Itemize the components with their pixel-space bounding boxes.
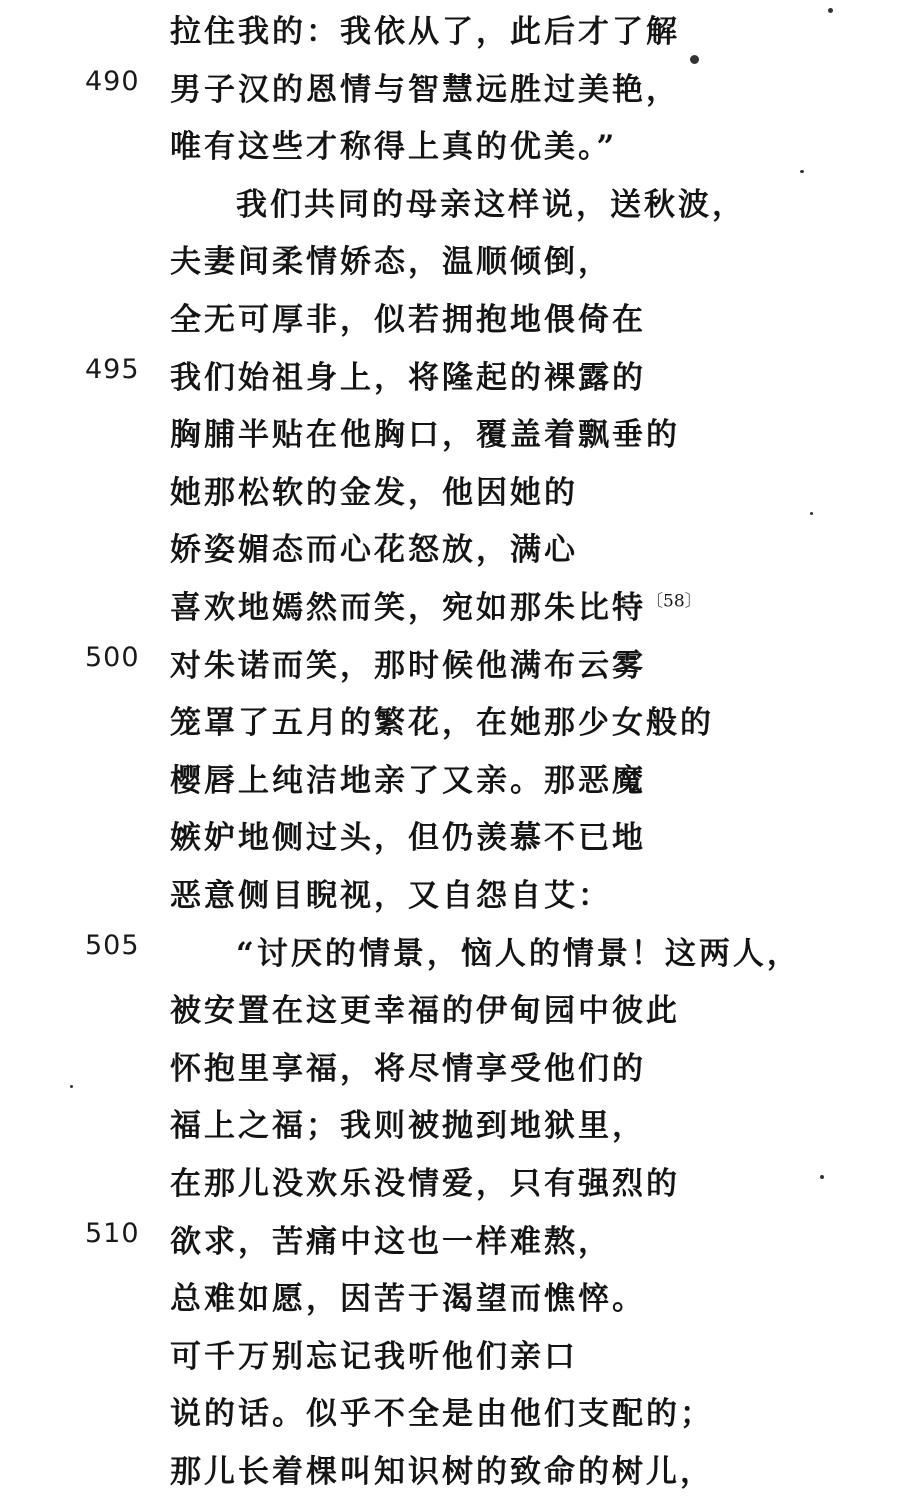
line-text <box>170 1331 578 1376</box>
poem-line <box>0 922 900 979</box>
line-number: 500 <box>85 641 140 673</box>
line-text-content: 胸脯半贴在他胸口，覆盖着飘垂的 <box>170 417 680 454</box>
poem-line <box>0 1325 900 1382</box>
footnote-marker: 〔58〕 <box>646 591 702 612</box>
line-text-content: 娇姿媚态而心花怒放，满心 <box>170 532 578 569</box>
line-text-content: 怀抱里享福，将尽情享受他们的 <box>170 1050 646 1087</box>
line-text-content: 唯有这些才称得上真的优美。” <box>170 129 618 166</box>
line-text <box>170 1273 646 1318</box>
line-text-content: 笼罩了五月的繁花，在她那少女般的 <box>170 705 714 742</box>
line-text <box>170 1043 646 1088</box>
line-text <box>170 582 702 627</box>
line-text-content: 嫉妒地侧过头，但仍羡慕不已地 <box>170 820 646 857</box>
poem-line <box>0 403 900 460</box>
scan-speck <box>70 1085 73 1088</box>
poem-line <box>0 115 900 172</box>
poem-line <box>0 749 900 806</box>
line-number: 495 <box>85 353 140 385</box>
line-text-content: 那儿长着棵叫知识树的致命的树儿， <box>170 1454 714 1490</box>
poem-line <box>0 1210 900 1267</box>
line-text-content: 被安置在这更幸福的伊甸园中彼此 <box>170 993 680 1030</box>
line-text-content: 我们共同的母亲这样说，送秋波， <box>236 186 746 223</box>
line-text <box>170 812 646 857</box>
poem-line <box>0 1094 900 1151</box>
line-text-content: 樱唇上纯洁地亲了又亲。那恶魔 <box>170 762 646 799</box>
line-text-content: 对朱诺而笑，那时候他满布云雾 <box>170 647 646 684</box>
line-number: 510 <box>85 1217 140 1249</box>
scan-speck <box>800 170 804 173</box>
poem-line <box>0 1037 900 1094</box>
poem-line <box>0 1440 900 1497</box>
line-text <box>170 121 617 166</box>
scan-speck <box>690 55 699 64</box>
poem-line <box>0 1267 900 1324</box>
poem-line <box>0 518 900 575</box>
line-text-content: 拉住我的：我依从了，此后才了解 <box>170 14 680 50</box>
scan-speck <box>810 512 813 515</box>
line-text <box>170 755 646 800</box>
line-text <box>170 64 680 109</box>
line-text <box>170 467 578 512</box>
line-text <box>170 1158 680 1203</box>
line-text-content: 可千万别忘记我听他们亲口 <box>170 1338 578 1375</box>
line-text-content: 她那松软的金发，他因她的 <box>170 474 578 511</box>
line-number: 505 <box>85 929 140 961</box>
poem-line <box>0 634 900 691</box>
poem-line <box>0 691 900 748</box>
line-text <box>170 6 680 51</box>
line-text <box>170 640 646 685</box>
poem-line <box>0 0 900 57</box>
poem-line <box>0 58 900 115</box>
line-text-content: 喜欢地嫣然而笑，宛如那朱比特 <box>170 590 646 626</box>
poem-line <box>0 1382 900 1439</box>
line-text-content: 全无可厚非，似若拥抱地偎倚在 <box>170 302 646 338</box>
scan-speck <box>820 1175 824 1179</box>
poem-line <box>0 979 900 1036</box>
poem-line <box>0 173 900 230</box>
poem-line <box>0 864 900 921</box>
line-text <box>170 524 578 569</box>
poem-line <box>0 1152 900 1209</box>
line-text <box>170 236 612 281</box>
line-text <box>236 928 801 973</box>
line-text <box>170 294 646 339</box>
line-text <box>236 179 746 224</box>
line-text <box>170 352 646 397</box>
poem-line <box>0 288 900 345</box>
line-text <box>170 1100 646 1145</box>
line-text <box>170 1216 612 1261</box>
line-text-content: 男子汉的恩情与智慧远胜过美艳， <box>170 71 680 108</box>
line-number: 490 <box>85 65 140 97</box>
line-text-content: 欲求，苦痛中这也一样难熬， <box>170 1223 612 1260</box>
poem-line <box>0 346 900 403</box>
poem-line <box>0 806 900 863</box>
line-text <box>170 985 680 1030</box>
line-text <box>170 1388 714 1433</box>
line-text <box>170 697 714 742</box>
line-text-content: 总难如愿，因苦于渴望而憔悴。 <box>170 1281 646 1318</box>
line-text <box>170 409 680 454</box>
line-text-content: 在那儿没欢乐没情爱，只有强烈的 <box>170 1166 680 1202</box>
poem-line <box>0 230 900 287</box>
line-text-content: 福上之福；我则被抛到地狱里， <box>170 1108 646 1145</box>
line-text-content: 恶意侧目睨视，又自怨自艾： <box>170 878 612 914</box>
line-text-content: 说的话。似乎不全是由他们支配的； <box>170 1396 714 1433</box>
poem-line <box>0 461 900 518</box>
line-text <box>170 870 612 915</box>
line-text-content: “讨厌的情景，恼人的情景！这两人， <box>236 935 801 972</box>
line-text-content: 夫妻间柔情娇态，温顺倾倒， <box>170 244 612 281</box>
poem-line <box>0 576 900 633</box>
line-text <box>170 1446 714 1491</box>
scan-speck <box>828 8 833 13</box>
line-text-content: 我们始祖身上，将隆起的裸露的 <box>170 359 646 396</box>
